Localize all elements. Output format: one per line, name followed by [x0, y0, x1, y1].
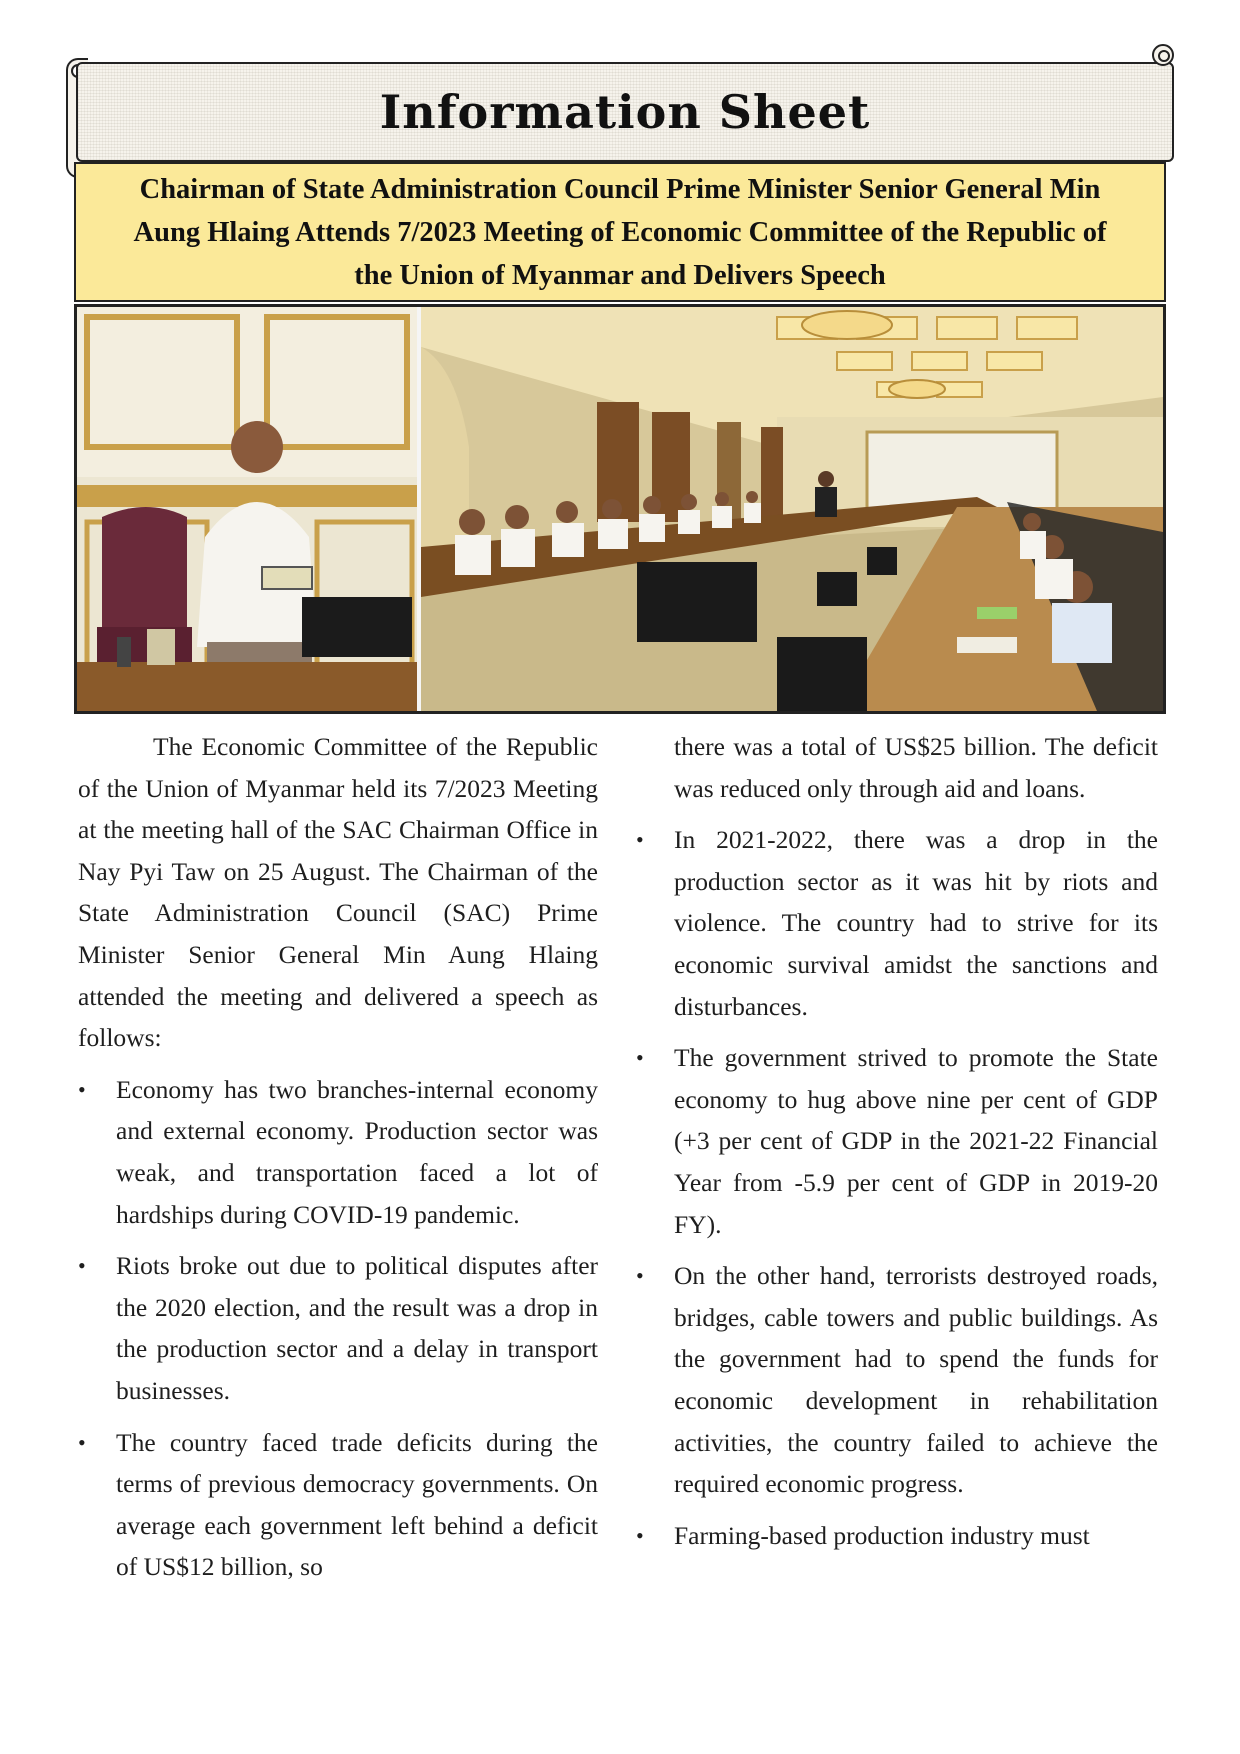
article-column-left — [78, 726, 598, 1598]
headline: Chairman of State Administration Council Prime Minister Senior General Min Aung Hlaing Attends 7/2023 Meeting of Economic Committee of the Republic of the Union of Myanmar and Delivers Speech — [133, 173, 1107, 291]
page-title: Information Sheet — [379, 85, 871, 139]
list-item: • Riots broke out due to political disputes after the 2020 election, and the result was a drop in the production sector and a delay in transport businesses. — [78, 1245, 598, 1411]
list-item: • The government strived to promote the State economy to hug above nine per cent of GDP (+3 per cent of GDP in the 2021-22 Financial Year from -5.9 per cent of GDP in 2019-20 FY). — [636, 1037, 1158, 1245]
list-item: • Farming-based production industry must — [636, 1515, 1158, 1557]
list-item: • Economy has two branches-internal economy and external economy. Production sector was weak, and transportation faced a lot of hardships during COVID-19 pandemic. — [78, 1069, 598, 1235]
bullet-continuation: there was a total of US$25 billion. The deficit was reduced only through aid and loans. — [674, 732, 1158, 803]
left-bullet-list — [78, 1069, 598, 1588]
intro-paragraph: The Economic Committee of the Republic of the Union of Myanmar held its 7/2023 Meeting at the meeting hall of the SAC Chairman Office in Nay Pyi Taw on 25 August. The Chairman of the State Administration Council (SAC) Prime Minister Senior General Min Aung Hlaing attended the meeting and delivered a speech as follows: — [78, 732, 598, 1053]
right-bullet-list — [636, 819, 1158, 1556]
meeting-photo-image — [77, 307, 1163, 711]
meeting-photo — [74, 304, 1166, 714]
headline-box — [74, 162, 1166, 302]
article-column-right — [636, 726, 1158, 1566]
list-item: • On the other hand, terrorists destroyed roads, bridges, cable towers and public buildings. As the government had to spend the funds for economic development in rehabilitation activities, the country failed to achieve the required economic progress. — [636, 1255, 1158, 1505]
list-item: • The country faced trade deficits during the terms of previous democracy governments. On average each government left behind a deficit of US$12 billion, so — [78, 1422, 598, 1588]
list-item: • In 2021-2022, there was a drop in the production sector as it was hit by riots and violence. The country had to strive for its economic survival amidst the sanctions and disturbances. — [636, 819, 1158, 1027]
